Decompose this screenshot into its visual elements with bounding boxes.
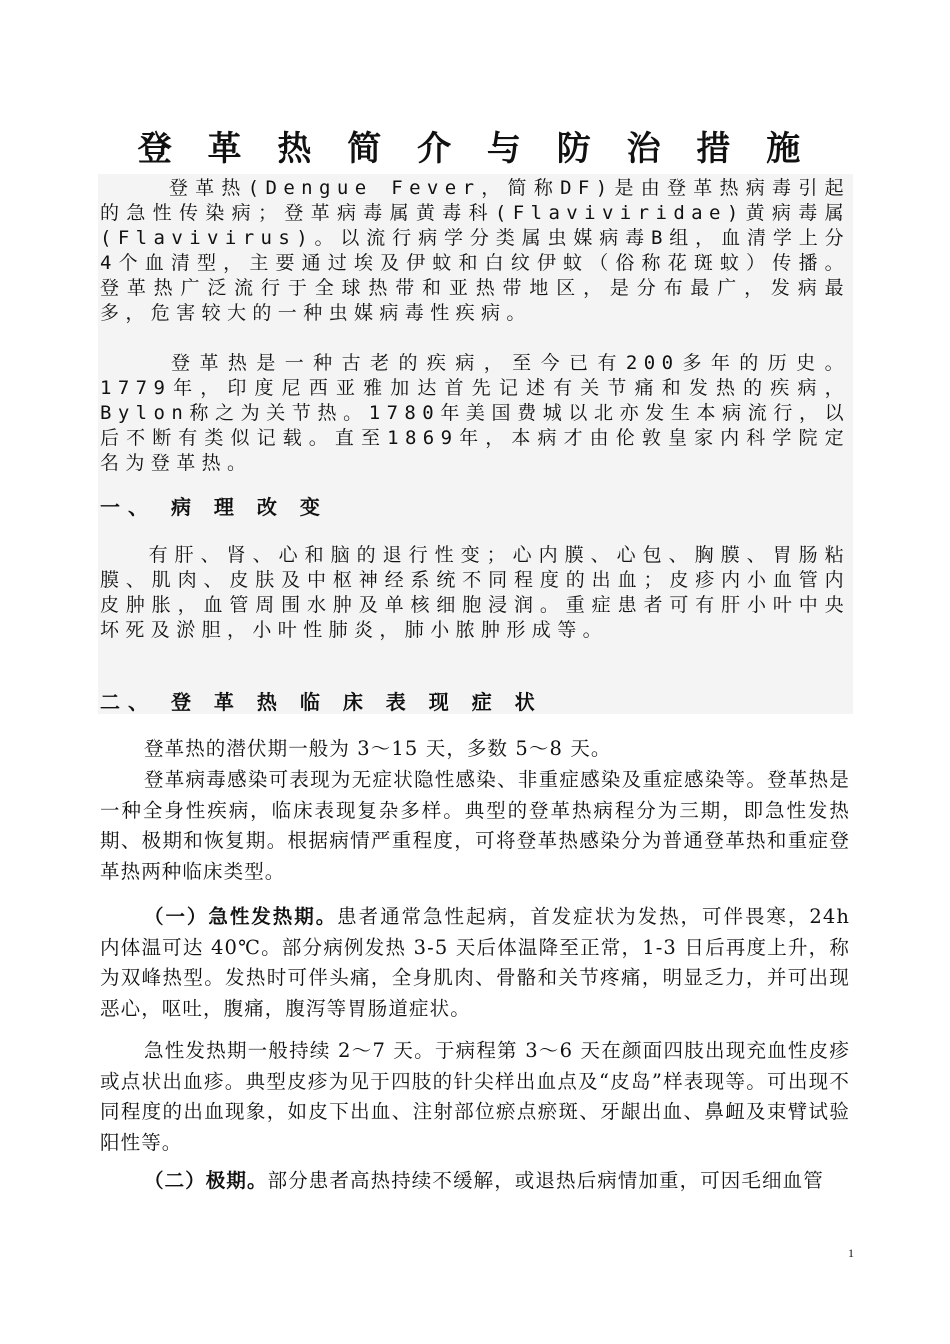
intro-paragraph-2-text: 登革热是一种古老的疾病，至今已有200多年的历史。1779年，印度尼西亚雅加达首先记述有关节痛和发热的疾病，Bylon称之为关节热。1780年美国费城以北亦发生本病流行，以后不断有类似记载。直至1869年，本病才由伦敦皇家内科学院定名为登革热。 bbox=[100, 352, 850, 474]
incubation-paragraph: 登革热的潜伏期一般为 3～15 天，多数 5～8 天。 bbox=[144, 737, 612, 760]
acute-phase-paragraph bbox=[100, 902, 850, 1024]
overview-paragraph: 登革病毒感染可表现为无症状隐性感染、非重症感染及重症感染等。登革热是一种全身性疾病，临床表现复杂多样。典型的登革热病程分为三期，即急性发热期、极期和恢复期。根据病情严重程度，可将登革热感染分为普通登革热和重症登革热两种临床类型。 bbox=[100, 768, 850, 883]
section-2-heading: 二、 登 革 热 临 床 表 现 症 状 bbox=[100, 690, 543, 714]
page-number: 1 bbox=[848, 1246, 854, 1260]
pathology-paragraph bbox=[100, 543, 850, 643]
acute-duration-paragraph: 急性发热期一般持续 2～7 天。于病程第 3～6 天在颜面四肢出现充血性皮疹或点状出血疹。典型皮疹为见于四肢的针尖样出血点及“皮岛”样表现等。可出现不同程度的出血现象，如皮下出血、注射部位瘀点瘀斑、牙龈出血、鼻衄及束臂试验阳性等。 bbox=[100, 1039, 850, 1154]
acute-phase-text: 患者通常急性起病，首发症状为发热，可伴畏寒，24h 内体温可达 40℃。部分病例发热 3-5 天后体温降至正常，1-3 日后再度上升，称为双峰热型。发热时可伴头痛，全身肌肉、骨骼和关节疼痛，明显乏力，并可出现恶心，呕吐，腹痛，腹泻等胃肠道症状。 bbox=[100, 905, 851, 1020]
intro-paragraph-2 bbox=[100, 351, 850, 476]
critical-phase-text: 部分患者高热持续不缓解，或退热后病情加重，可因毛细血管 bbox=[267, 1169, 824, 1192]
critical-phase-paragraph bbox=[100, 1166, 850, 1197]
intro-paragraph-1 bbox=[100, 176, 850, 326]
acute-phase-label: （一）急性发热期。 bbox=[144, 905, 338, 928]
intro-paragraph-1-text: 登革热(Dengue Fever，简称DF)是由登革热病毒引起的急性传染病；登革病毒属黄毒科(Flaviviridae)黄病毒属(Flavivirus)。以流行病学分类属虫媒病毒B组，血清学上分4个血清型，主要通过埃及伊蚊和白纹伊蚊（俗称花斑蚊）传播。登革热广泛流行于全球热带和亚热带地区，是分布最广，发病最多，危害较大的一种虫媒病毒性疾病。 bbox=[100, 177, 850, 324]
document-title: 登 革 热 简 介 与 防 治 措 施 bbox=[137, 129, 813, 169]
critical-phase-label: （二）极期。 bbox=[144, 1169, 268, 1192]
pathology-paragraph-text: 有肝、肾、心和脑的退行性变；心内膜、心包、胸膜、胃肠粘膜、肌肉、皮肤及中枢神经系统不同程度的出血；皮疹内小血管内皮肿胀，血管周围水肿及单核细胞浸润。重症患者可有肝小叶中央坏死及淤胆，小叶性肺炎，肺小脓肿形成等。 bbox=[100, 544, 850, 641]
section-1-heading: 一、 病 理 改 变 bbox=[100, 495, 328, 519]
